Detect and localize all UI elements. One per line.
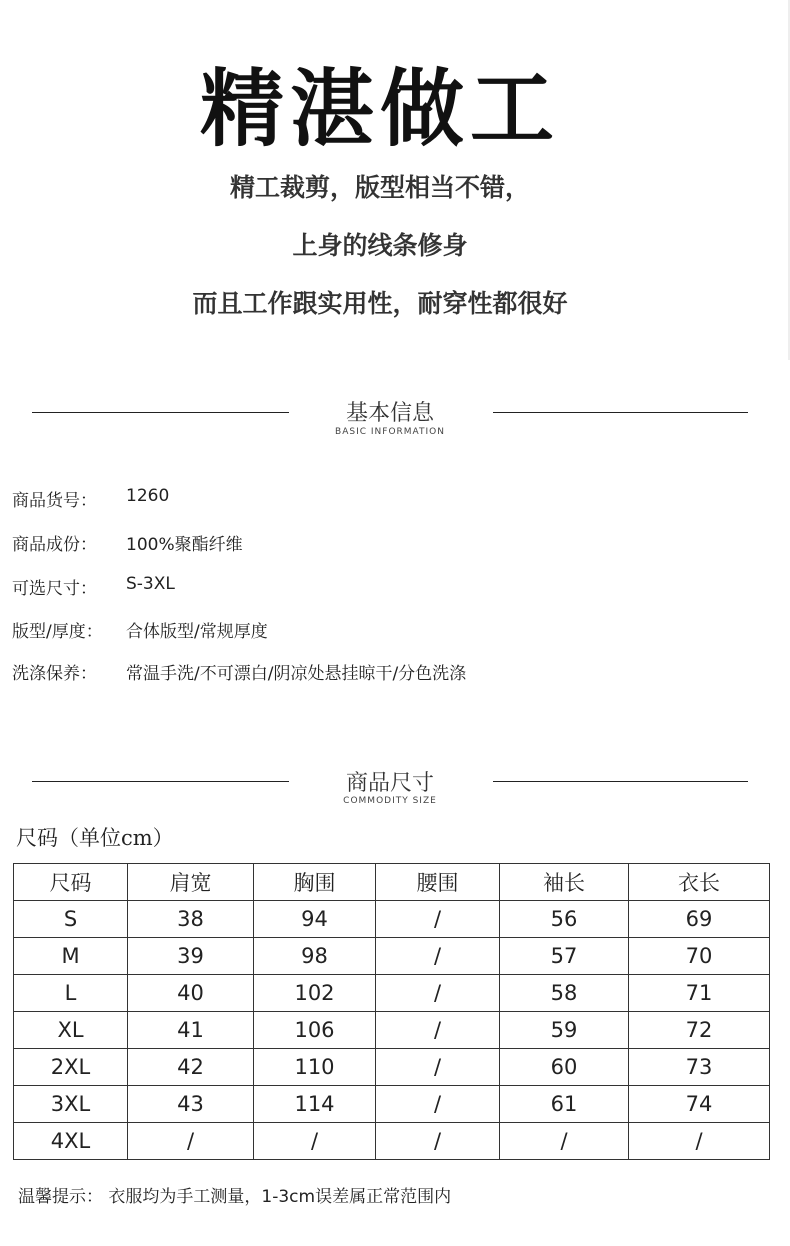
table-cell: 2XL <box>14 1049 128 1086</box>
size-table <box>13 863 770 1160</box>
info-value: 合体版型/常规厚度 <box>126 622 268 642</box>
table-cell: / <box>500 1123 629 1160</box>
info-label: 版型/厚度： <box>12 622 103 642</box>
table-cell: 69 <box>629 901 770 938</box>
hero-title: 精湛做工 <box>199 60 560 158</box>
table-cell: 56 <box>500 901 629 938</box>
table-cell: L <box>14 975 128 1012</box>
info-value: S-3XL <box>126 574 175 594</box>
table-cell: 59 <box>500 1012 629 1049</box>
table-cell: 40 <box>128 975 254 1012</box>
table-cell: 4XL <box>14 1123 128 1160</box>
table-row <box>14 975 770 1012</box>
table-cell: / <box>376 1123 500 1160</box>
note: 温馨提示： 衣服均为手工测量，1-3cm误差属正常范围内 <box>18 1187 452 1207</box>
table-cell: 衣长 <box>629 864 770 901</box>
table-cell: / <box>376 938 500 975</box>
table-cell: 60 <box>500 1049 629 1086</box>
table-cell: 94 <box>254 901 376 938</box>
info-value: 1260 <box>126 486 170 506</box>
table-cell: 98 <box>254 938 376 975</box>
table-cell: 114 <box>254 1086 376 1123</box>
table-cell: XL <box>14 1012 128 1049</box>
section-subtitle: BASIC INFORMATION <box>335 427 445 437</box>
table-cell: 74 <box>629 1086 770 1123</box>
section-title: 商品尺寸 <box>345 771 434 796</box>
table-row <box>14 1049 770 1086</box>
table-cell: / <box>376 1086 500 1123</box>
table-cell: / <box>376 1012 500 1049</box>
table-cell: / <box>376 975 500 1012</box>
table-header-row <box>14 864 770 901</box>
table-cell: 38 <box>128 901 254 938</box>
table-cell: S <box>14 901 128 938</box>
table-row <box>14 1012 770 1049</box>
unit-label: 尺码（单位cm） <box>16 826 174 850</box>
table-cell: 肩宽 <box>128 864 254 901</box>
table-row <box>14 1086 770 1123</box>
table-row <box>14 1123 770 1160</box>
table-cell: 61 <box>500 1086 629 1123</box>
table-cell: M <box>14 938 128 975</box>
table-cell: 3XL <box>14 1086 128 1123</box>
info-label: 洗涤保养： <box>12 664 97 684</box>
table-cell: 尺码 <box>14 864 128 901</box>
info-value: 100%聚酯纤维 <box>126 535 243 555</box>
table-cell: / <box>376 901 500 938</box>
table-cell: 110 <box>254 1049 376 1086</box>
table-cell: 57 <box>500 938 629 975</box>
table-cell: 41 <box>128 1012 254 1049</box>
table-cell: 42 <box>128 1049 254 1086</box>
table-cell: 71 <box>629 975 770 1012</box>
info-value: 常温手洗/不可漂白/阴凉处悬挂晾干/分色洗涤 <box>126 664 467 684</box>
table-cell: / <box>629 1123 770 1160</box>
table-cell: 袖长 <box>500 864 629 901</box>
table-cell: 106 <box>254 1012 376 1049</box>
table-cell: 73 <box>629 1049 770 1086</box>
info-label: 可选尺寸： <box>12 579 97 599</box>
hero-line: 而且工作跟实用性，耐穿性都很好 <box>192 289 568 318</box>
table-cell: 72 <box>629 1012 770 1049</box>
table-cell: 70 <box>629 938 770 975</box>
table-cell: / <box>376 1049 500 1086</box>
table-cell: 102 <box>254 975 376 1012</box>
info-label: 商品货号： <box>12 491 97 511</box>
table-cell: / <box>128 1123 254 1160</box>
info-label: 商品成份： <box>12 535 97 555</box>
table-cell: 胸围 <box>254 864 376 901</box>
table-cell: / <box>254 1123 376 1160</box>
table-row <box>14 938 770 975</box>
table-cell: 58 <box>500 975 629 1012</box>
section-subtitle: COMMODITY SIZE <box>343 796 437 806</box>
table-row <box>14 901 770 938</box>
table-cell: 39 <box>128 938 254 975</box>
section-title: 基本信息 <box>345 401 434 426</box>
table-cell: 43 <box>128 1086 254 1123</box>
hero-line: 精工裁剪，版型相当不错， <box>229 173 530 202</box>
table-cell: 腰围 <box>376 864 500 901</box>
hero-line: 上身的线条修身 <box>292 231 468 260</box>
